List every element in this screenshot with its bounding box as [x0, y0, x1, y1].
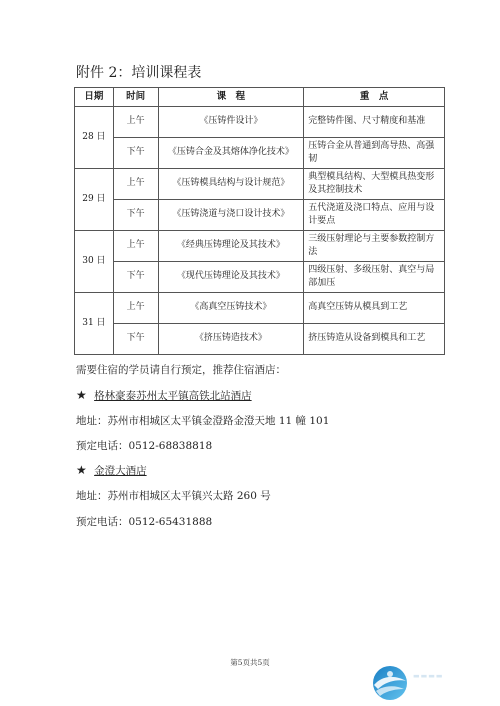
header-focus: 重 点: [304, 88, 445, 107]
table-row: [75, 262, 445, 293]
hotel-1-phone: 预定电话：0512-68838818: [76, 440, 213, 452]
course-cell: 《挤压铸造技术》: [158, 324, 304, 355]
time-cell: 上午: [113, 231, 158, 262]
date-cell: 29 日: [75, 169, 114, 231]
page-title: 附件 2：培训课程表: [76, 65, 202, 81]
header-date: 日期: [75, 88, 114, 107]
hotel-1-name: 格林豪泰苏州太平镇高铁北站酒店: [94, 390, 252, 402]
page-number: 第5页共5页: [230, 658, 270, 667]
time-cell: 上午: [113, 169, 158, 200]
table-header-row: [75, 88, 445, 107]
hotel-2-address: 地址：苏州市相城区太平镇兴太路 260 号: [76, 490, 271, 502]
focus-cell: 完整铸件图、尺寸精度和基准: [304, 107, 445, 138]
course-schedule-table: [74, 87, 445, 355]
hotel-2-heading: [76, 463, 147, 478]
table-row: [75, 324, 445, 355]
focus-cell: 五代浇道及浇口特点、应用与设计要点: [304, 200, 445, 231]
time-cell: 下午: [113, 262, 158, 293]
hotel-2-phone: 预定电话：0512-65431888: [76, 516, 213, 528]
watermark-logo-icon: [368, 663, 412, 703]
table-row: [75, 169, 445, 200]
course-cell: 《压铸合金及其熔体净化技术》: [158, 138, 304, 169]
time-cell: 下午: [113, 200, 158, 231]
date-cell: 30 日: [75, 231, 114, 293]
course-cell: 《压铸模具结构与设计规范》: [158, 169, 304, 200]
table-row: [75, 231, 445, 262]
lodging-intro: 需要住宿的学员请自行预定，推荐住宿酒店：: [76, 364, 286, 376]
focus-cell: 典型模具结构、大型模具热变形及其控制技术: [304, 169, 445, 200]
time-cell: 上午: [113, 107, 158, 138]
header-course: 课 程: [158, 88, 304, 107]
hotel-1-heading: [76, 388, 252, 403]
course-cell: 《压铸件设计》: [158, 107, 304, 138]
time-cell: 下午: [113, 324, 158, 355]
time-cell: 上午: [113, 293, 158, 324]
date-cell: 31 日: [75, 293, 114, 355]
course-cell: 《压铸浇道与浇口设计技术》: [158, 200, 304, 231]
table-row: [75, 107, 445, 138]
hotel-2-name: 金澄大酒店: [94, 465, 147, 477]
table-row: [75, 138, 445, 169]
time-cell: 下午: [113, 138, 158, 169]
hotel-1-address: 地址：苏州市相城区太平镇金澄路金澄天地 11 幢 101: [76, 415, 330, 427]
star-icon: ★: [76, 388, 87, 402]
watermark-text: ▬▬▬▬: [413, 672, 444, 680]
focus-cell: 高真空压铸从模具到工艺: [304, 293, 445, 324]
focus-cell: 三级压射理论与主要参数控制方法: [304, 231, 445, 262]
table-row: [75, 293, 445, 324]
focus-cell: 压铸合金从普通到高导热、高强韧: [304, 138, 445, 169]
date-cell: 28 日: [75, 107, 114, 169]
header-time: 时间: [113, 88, 158, 107]
focus-cell: 四级压射、多级压射、真空与局部加压: [304, 262, 445, 293]
course-cell: 《经典压铸理论及其技术》: [158, 231, 304, 262]
star-icon: ★: [76, 463, 87, 477]
course-cell: 《现代压铸理论及其技术》: [158, 262, 304, 293]
focus-cell: 挤压铸造从设备到模具和工艺: [304, 324, 445, 355]
table-row: [75, 200, 445, 231]
course-cell: 《高真空压铸技术》: [158, 293, 304, 324]
